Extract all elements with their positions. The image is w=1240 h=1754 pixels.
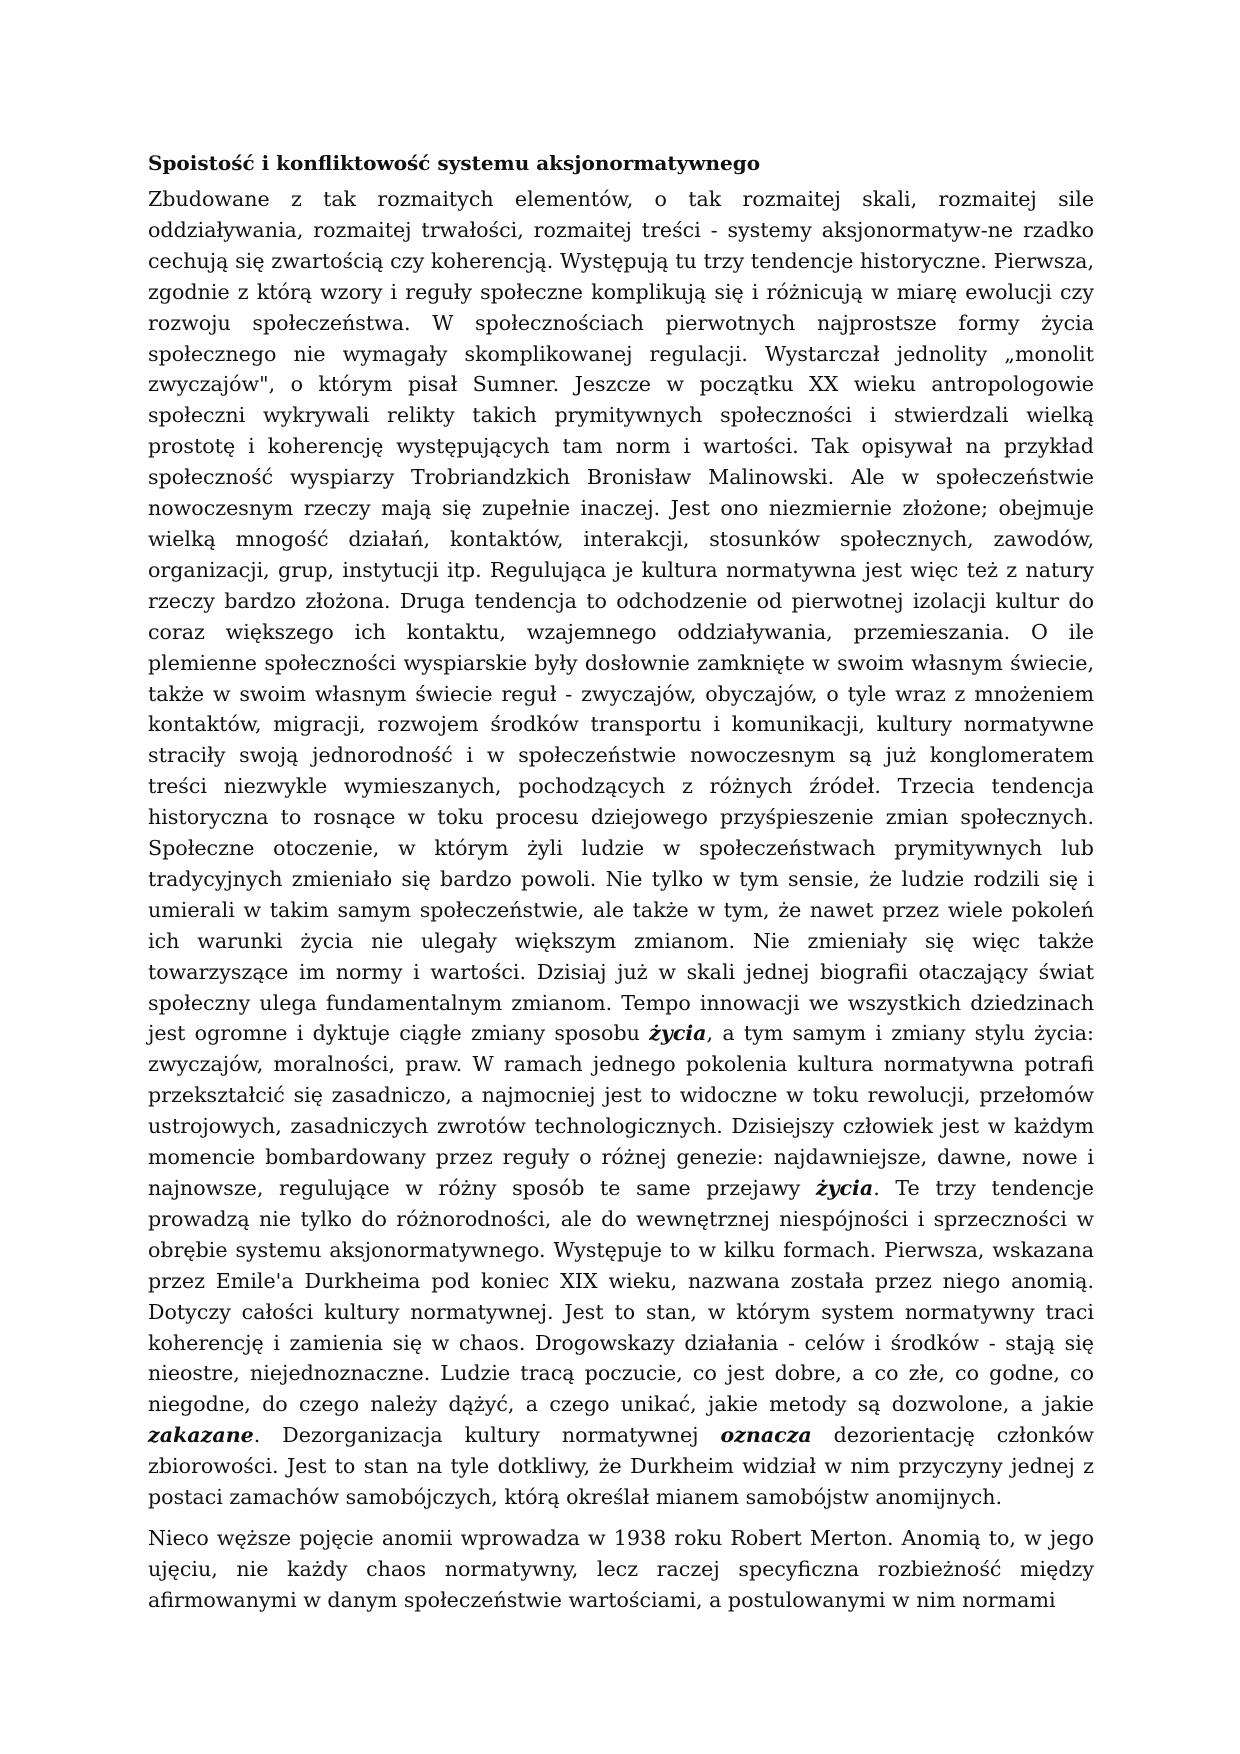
document-page: [148, 148, 1094, 1626]
paragraph-1-emphasis-oznacza: oznacza: [720, 1423, 812, 1448]
paragraph-1-text-g: . Dezorganizacja kultury normatywnej: [253, 1423, 721, 1448]
paragraph-1-text-a: Zbudowane z tak rozmaitych elementów, o tak rozmaitej skali, rozmaitej sile oddziaływania, rozmaitej trwałości, rozmaitej treści - systemy aksjonormatyw-ne rzadko cechują się zwartością czy koherencją. Występują tu trzy tendencje historyczne. Pierwsza, zgodnie z którą wzory i reguły społeczne komplikują się i różnicują w miarę ewolucji czy rozwoju społeczeństwa. W społecznościach pierwotnych najprostsze formy życia społecznego nie wymagały skomplikowanej regulacji. Wystarczał jednolity „monolit zwyczajów", o którym pisał Sumner. Jeszcze w początku XX wieku antropologowie społeczni wykrywali relikty takich prymitywnych społeczności i stwierdzali wielką prostotę i koherencję występujących tam norm i wartości. Tak opisywał na przykład społeczność wyspiarzy Trobriandzkich Bronisław Malinowski. Ale w społeczeństwie nowoczesnym rzeczy mają się zupełnie inaczej. Jest ono niezmiernie złożone; obejmuje wielką mnogość działań, kontaktów, interakcji, stosunków społecznych, zawodów, organizacji, grup, instytucji itp. Regulująca je kultura normatywna jest więc też z natury rzeczy bardzo złożona. Druga tendencja to odchodzenie od pierwotnej izolacji kultur do coraz większego ich kontaktu, wzajemnego oddziaływania, przemieszania. O ile plemienne społeczności wyspiarskie były dosłownie zamknięte w swoim własnym świecie, także w swoim własnym świecie reguł - zwyczajów, obyczajów, o tyle wraz z mnożeniem kontaktów, migracji, rozwojem środków transportu i komunikacji, kultury normatywne straciły swoją jednorodność i w społeczeństwie nowoczesnym są już konglomeratem treści niezwykle wymieszanych, pochodzących z różnych źródeł. Trzecia tendencja historyczna to rosnące w toku procesu dziejowego przyśpieszenie zmian społecznych. Społeczne otoczenie, w którym żyli ludzie w społeczeństwach prymitywnych lub tradycyjnych zmieniało się bardzo powoli. Nie tylko w tym sensie, że ludzie rodzili się i umierali w takim samym społeczeństwie, ale także w tym, że nawet przez wiele pokoleń ich warunki życia nie ulegały większym zmianom. Nie zmieniały się więc także towarzyszące im normy i wartości. Dzisiaj już w skali jednej biografii otaczający świat społeczny ulega fundamentalnym zmianom. Tempo innowacji we wszystkich dziedzinach jest ogromne i dyktuje ciągłe zmiany sposobu: [148, 187, 1094, 1046]
paragraph-1-emphasis-zakazane: zakazane: [148, 1423, 254, 1448]
paragraph-1-emphasis-zycia-1: życia: [649, 1021, 707, 1046]
paragraph-2: Nieco węższe pojęcie anomii wprowadza w 1938 roku Robert Merton. Anomią to, w jego ujęciu, nie każdy chaos normatywny, lecz raczej specyficzna rozbieżność między afirmowanymi w danym społeczeństwie wartościami, a postulowanymi w nim normami: [148, 1525, 1094, 1612]
paragraph-1-text-c: , a tym samym i zmiany stylu życia: zwyczajów, moralności, praw. W ramach jednego pokolenia kultura normatywna potrafi przekształcić się zasadniczo, a najmocniej jest to widoczne w toku rewolucji, przełomów ustrojowych, zasadniczych zwrotów technologicznych. Dzisiejszy człowiek jest w każdym momencie bombardowany przez reguły o różnej genezie: najdawniejsze, dawne, nowe i najnowsze, regulujące w różny sposób te same przejawy: [148, 1021, 1094, 1200]
paragraph-1-text-e: . Te trzy tendencje prowadzą nie tylko do różnorodności, ale do wewnętrznej niespójności i sprzeczności w obrębie systemu aksjonormatywnego. Występuje to w kilku formach. Pierwsza, wskazana przez Emile'a Durkheima pod koniec XIX wieku, nazwana została przez niego anomią. Dotyczy całości kultury normatywnej. Jest to stan, w którym system normatywny traci koherencję i zamienia się w chaos. Drogowskazy działania - celów i środków - stają się nieostre, niejednoznaczne. Ludzie tracą poczucie, co jest dobre, a co złe, co godne, co niegodne, do czego należy dążyć, a czego unikać, jakie metody są dozwolone, a jakie: [148, 1176, 1094, 1417]
document-title: Spoistość i konfliktowość systemu aksjonormatywnego: [148, 151, 761, 175]
paragraph-1: [148, 184, 1094, 1513]
paragraph-1-emphasis-zycia-2: życia: [815, 1176, 874, 1200]
paragraph-1-text-i: dezorientację członków zbiorowości. Jest to stan na tyle dotkliwy, że Durkheim widział w nim przyczyny jednej z postaci zamachów samobójczych, którą określał mianem samobójstw anomijnych.: [148, 1423, 1094, 1510]
